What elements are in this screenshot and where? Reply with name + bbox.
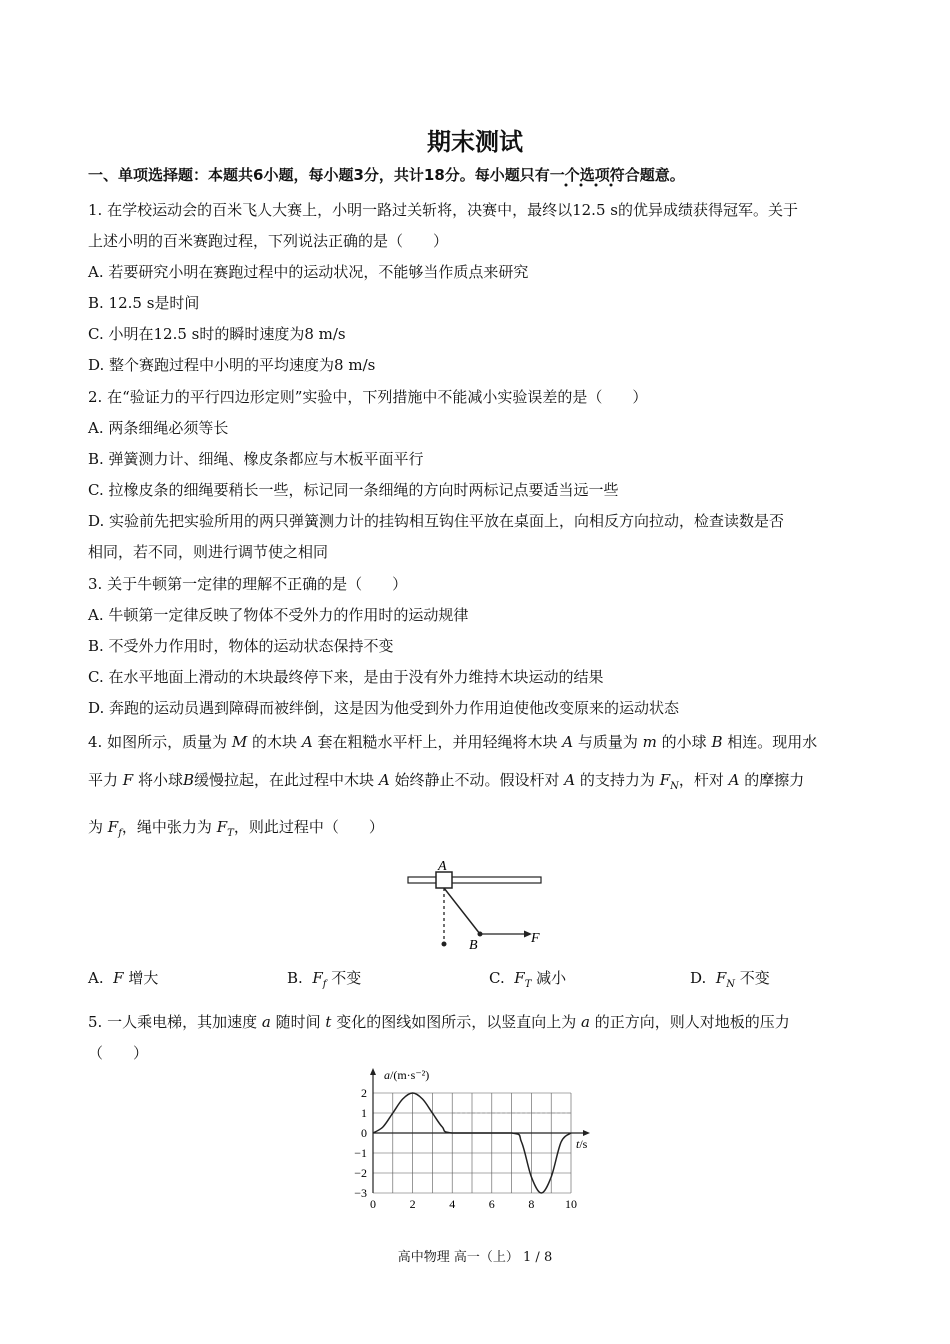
q1-stem-cont: 上述小明的百米赛跑过程，下列说法正确的是（ ）: [88, 232, 449, 250]
x-tick-label: 4: [449, 1197, 456, 1211]
q4-stem-line3: 为 $F_f$，绳中张力为 $F_T$，则此过程中（ ）: [88, 818, 384, 839]
x-tick-label: 6: [488, 1197, 495, 1211]
chart-xlabel: t/s: [576, 1137, 588, 1151]
label-b: B: [469, 938, 478, 953]
q4-stem-line1: 4. 如图所示，质量为 M 的木块 A 套在粗糙水平杆上，并用轻绳将木块 A 与质量为 m 的小球 B 相连。现用水: [88, 733, 818, 751]
q1-stem: 1. 在学校运动会的百米飞人大赛上，小明一路过关斩将，决赛中，最终以12.5 s的优异成绩获得冠军。关于: [88, 201, 798, 219]
section-heading: 一、单项选择题：本题共6小题，每小题3分，共计18分。每小题只有一个选项符合题意。: [88, 166, 685, 184]
x-axis-arrow: [583, 1130, 590, 1136]
horizontal-rod: [408, 877, 541, 883]
q2-option-c: C. 拉橡皮条的细绳要稍长一些，标记同一条细绳的方向时两标记点要适当远一些: [88, 481, 619, 499]
q3-stem: 3. 关于牛顿第一定律的理解不正确的是（ ）: [88, 575, 408, 593]
y-tick-label: −2: [354, 1166, 367, 1180]
q3-option-a: A. 牛顿第一定律反映了物体不受外力的作用时的运动规律: [88, 606, 469, 624]
q5-acceleration-chart: [340, 1064, 610, 1214]
page-footer: 高中物理 高一（上） 1 / 8: [397, 1250, 553, 1265]
q2-option-d-cont: 相同，若不同，则进行调节使之相同: [88, 543, 329, 561]
x-tick-label: 0: [370, 1197, 376, 1211]
emphasis-dots: [560, 182, 620, 188]
q3-option-c: C. 在水平地面上滑动的木块最终停下来，是由于没有外力维持木块运动的结果: [88, 668, 604, 686]
q4-option-a: A. F 增大: [88, 969, 159, 987]
q4-figure: [400, 855, 550, 955]
chart-ylabel: a/(m·s⁻²): [384, 1068, 430, 1082]
y-tick-label: 0: [361, 1126, 367, 1140]
q2-option-d: D. 实验前先把实验所用的两只弹簧测力计的挂钩相互钩住平放在桌面上，向相反方向拉动，检查读数是否: [88, 512, 785, 530]
x-tick-label: 8: [528, 1197, 535, 1211]
y-tick-label: 1: [361, 1106, 367, 1120]
y-tick-label: −3: [354, 1186, 367, 1200]
q4-option-b: B. $F_f$ 不变: [287, 969, 362, 990]
q2-option-b: B. 弹簧测力计、细绳、橡皮条都应与木板平面平行: [88, 450, 424, 468]
y-tick-label: 2: [361, 1086, 367, 1100]
q1-option-b: B. 12.5 s是时间: [88, 294, 200, 312]
y-tick-label: −1: [354, 1146, 367, 1160]
q3-option-b: B. 不受外力作用时，物体的运动状态保持不变: [88, 637, 394, 655]
q4-option-d: D. $F_N$ 不变: [690, 969, 770, 990]
q4-stem-line2: 平力 F 将小球B缓慢拉起，在此过程中木块 A 始终静止不动。假设杆对 A 的支持力为 $F_N$，杆对 A 的摩擦力: [88, 771, 805, 792]
q3-option-d: D. 奔跑的运动员遇到障碍而被绊倒，这是因为他受到外力作用迫使他改变原来的运动状态: [88, 699, 680, 717]
label-a: A: [438, 859, 447, 874]
initial-ball: [442, 942, 447, 947]
q2-stem: 2. 在“验证力的平行四边形定则”实验中，下列措施中不能减小实验误差的是（ ）: [88, 388, 648, 406]
label-f: F: [531, 931, 540, 946]
rope: [444, 888, 480, 934]
y-axis-arrow: [370, 1068, 376, 1075]
q1-option-c: C. 小明在12.5 s时的瞬时速度为8 m/s: [88, 325, 346, 343]
page-title: 期末测试: [427, 128, 523, 156]
x-tick-label: 10: [565, 1197, 577, 1211]
q5-stem-line1: 5. 一人乘电梯，其加速度 a 随时间 t 变化的图线如图所示，以竖直向上为 a 的正方向，则人对地板的压力: [88, 1013, 790, 1031]
block-a: [436, 872, 452, 888]
q1-option-a: A. 若要研究小明在赛跑过程中的运动状况，不能够当作质点来研究: [88, 263, 529, 281]
q5-stem-line2: （ ）: [88, 1044, 149, 1062]
x-tick-label: 2: [409, 1197, 416, 1211]
q4-option-c: C. $F_T$ 减小: [489, 969, 567, 990]
q1-option-d: D. 整个赛跑过程中小明的平均速度为8 m/s: [88, 356, 376, 374]
q2-option-a: A. 两条细绳必须等长: [88, 419, 229, 437]
